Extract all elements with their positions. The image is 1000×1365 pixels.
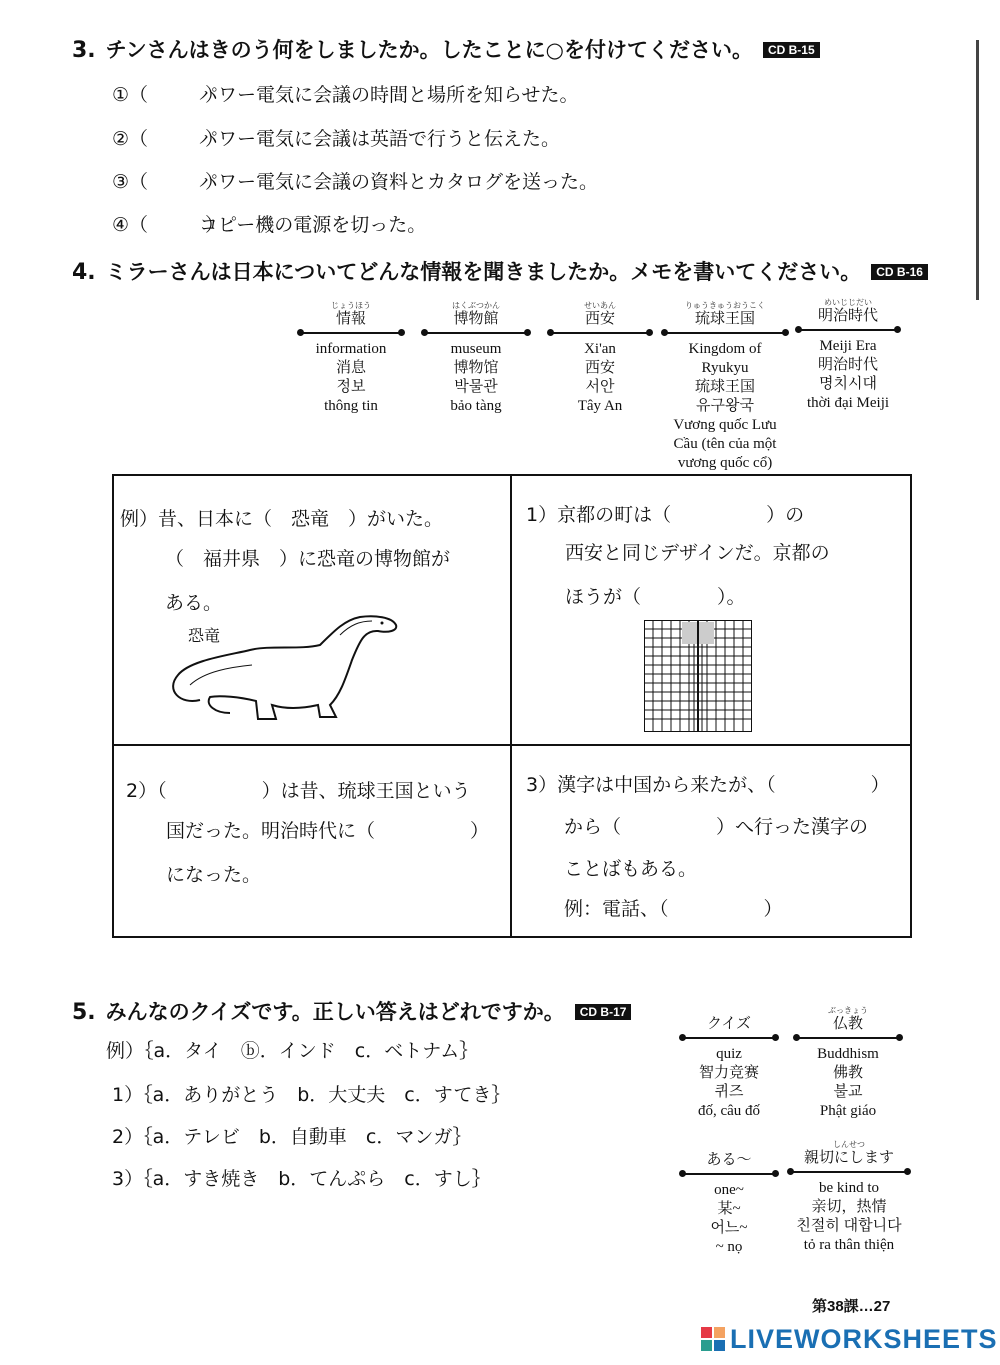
q5-item-choices[interactable]: ｛a．タイ ⓑ．インド c．ベトナム｝ bbox=[144, 1040, 479, 1062]
vocab-line: 琉球王国 bbox=[694, 379, 755, 395]
q5-cd-badge: CD B-17 bbox=[575, 1004, 632, 1020]
vocab-ruby: めいじじだい bbox=[824, 298, 872, 307]
q3-item-4 bbox=[112, 210, 426, 237]
vocab-line: 친절히 대합니다 bbox=[796, 1218, 902, 1234]
q5-number: 5. bbox=[72, 1000, 96, 1025]
vocab-divider bbox=[664, 332, 786, 334]
cell2-line2: 国だった。明治時代に（ ） bbox=[166, 820, 490, 842]
q5-item-choices[interactable]: ｛a．ありがとう b．大丈夫 c．すてき｝ bbox=[143, 1084, 511, 1106]
vocab-line: 정보 bbox=[336, 379, 366, 395]
vocab-line: đố, câu đố bbox=[697, 1103, 761, 1119]
vocab-head: 博物館 bbox=[453, 311, 499, 327]
q5-item-3 bbox=[112, 1164, 491, 1191]
vocab-line: Vương quốc Lưu bbox=[673, 417, 777, 433]
vocab-line: Cầu (tên của một bbox=[673, 436, 777, 452]
vocab-line: museum bbox=[450, 341, 502, 357]
vocab-head: ある～ bbox=[706, 1152, 752, 1168]
vocab-line: 어느~ bbox=[710, 1220, 748, 1236]
q3-item-text: パワー電気に会議の資料とカタログを送った。 bbox=[199, 171, 599, 193]
vocab-joho bbox=[300, 301, 402, 416]
q3-item-mark: ① bbox=[112, 84, 130, 106]
vocab-line: 서안 bbox=[585, 379, 615, 395]
q3-item-mark: ③ bbox=[112, 171, 130, 193]
vocab-line: bảo tàng bbox=[450, 398, 502, 414]
q4-title-text: ミラーさんは日本についてどんな情報を聞きましたか。メモを書いてください。 bbox=[105, 260, 862, 284]
q5-item-label: 2） bbox=[112, 1126, 144, 1148]
vocab-line: 亲切，热情 bbox=[811, 1199, 887, 1215]
vocab-shinsetsu bbox=[790, 1140, 908, 1255]
vocab-line: vương quốc cổ) bbox=[677, 455, 773, 471]
q3-item-text: パワー電気に会議は英語で行うと伝えた。 bbox=[199, 128, 561, 150]
vocab-line: one~ bbox=[714, 1182, 744, 1198]
q3-answer-blank[interactable]: （ ） bbox=[129, 214, 225, 236]
ex-text: 昔、日本に（ 恐竜 ）がいた。 bbox=[158, 508, 444, 530]
q3-answer-blank[interactable]: （ ） bbox=[129, 84, 225, 106]
q5-item-1 bbox=[112, 1080, 510, 1107]
liveworksheets-wordmark: LIVEWORKSHEETS bbox=[730, 1324, 998, 1354]
dinosaur-illustration bbox=[160, 605, 410, 725]
vocab-ryukyu bbox=[664, 301, 786, 473]
vocab-ruby: ぶっきょう bbox=[828, 1006, 868, 1015]
vocab-divider bbox=[550, 332, 650, 334]
grid-vertical-divider bbox=[510, 474, 512, 936]
cell3-line3: ことばもある。 bbox=[564, 858, 698, 880]
vocab-line: Meiji Era bbox=[819, 338, 877, 354]
vocab-line: 西安 bbox=[584, 360, 615, 376]
vocab-head: クイズ bbox=[706, 1016, 752, 1032]
vocab-ruby: りゅうきゅうおうこく bbox=[685, 301, 765, 310]
q5-item-choices[interactable]: ｛a．テレビ b．自動車 c．マンガ｝ bbox=[143, 1126, 472, 1148]
vocab-line: 佛教 bbox=[832, 1065, 863, 1081]
ex-line3: ある。 bbox=[165, 592, 223, 614]
q5-item-choices[interactable]: ｛a．すき焼き b．てんぷら c．すし｝ bbox=[143, 1168, 491, 1190]
liveworksheets-logo bbox=[700, 1324, 998, 1355]
vocab-line: be kind to bbox=[819, 1180, 879, 1196]
vocab-line: thời đại Meiji bbox=[806, 395, 890, 411]
vocab-divider bbox=[790, 1171, 908, 1173]
q3-answer-blank[interactable]: （ ） bbox=[129, 128, 225, 150]
vocab-line: tỏ ra thân thiện bbox=[803, 1237, 895, 1253]
vocab-head: 琉球王国 bbox=[694, 311, 755, 327]
vocab-line: 유구왕국 bbox=[696, 398, 754, 414]
cell1-line1: 1）京都の町は（ ）の bbox=[526, 504, 805, 526]
vocab-ruby bbox=[682, 1006, 776, 1015]
q3-cd-badge: CD B-15 bbox=[763, 42, 820, 58]
cell1-line3: ほうが（ ）。 bbox=[565, 586, 746, 608]
kyoto-grid-map bbox=[644, 620, 752, 732]
dinosaur-caption: 恐竜 bbox=[188, 626, 221, 645]
vocab-line: Buddhism bbox=[817, 1046, 879, 1062]
q3-item-1 bbox=[112, 80, 578, 107]
q3-item-mark: ④ bbox=[112, 214, 130, 236]
cell2-line1: 2）（ ）は昔、琉球王国という bbox=[126, 780, 471, 802]
page-number: 第38課…27 bbox=[812, 1298, 891, 1315]
vocab-line: quiz bbox=[716, 1046, 742, 1062]
vocab-head: 西安 bbox=[584, 311, 615, 327]
page-edge-mark bbox=[976, 40, 979, 300]
vocab-divider bbox=[424, 332, 528, 334]
vocab-divider bbox=[796, 1037, 900, 1039]
vocab-line: 박물관 bbox=[454, 379, 498, 395]
grid-horizontal-divider bbox=[112, 744, 910, 746]
vocab-seian bbox=[550, 301, 650, 416]
vocab-line: 명치시대 bbox=[819, 376, 877, 392]
vocab-line: Kingdom of Ryukyu bbox=[688, 341, 762, 376]
q3-item-text: コピー機の電源を切った。 bbox=[199, 214, 427, 236]
q3-item-mark: ② bbox=[112, 128, 130, 150]
vocab-head: 情報 bbox=[335, 311, 366, 327]
cell3-line4: 例：電話、（ ） bbox=[564, 898, 783, 920]
q3-item-2 bbox=[112, 124, 560, 151]
cell1-line2: 西安と同じデザインだ。京都の bbox=[565, 542, 830, 564]
q5-item-label: 3） bbox=[112, 1168, 144, 1190]
vocab-line: ~ nọ bbox=[715, 1239, 743, 1255]
vocab-line: 某~ bbox=[717, 1201, 741, 1217]
vocab-line: Xi'an bbox=[584, 341, 616, 357]
vocab-line: 明治时代 bbox=[817, 357, 878, 373]
vocab-line: Tây An bbox=[577, 398, 623, 414]
vocab-quiz bbox=[682, 1006, 776, 1121]
vocab-divider bbox=[682, 1037, 776, 1039]
vocab-head: 親切にします bbox=[803, 1150, 894, 1166]
cell2-line3: になった。 bbox=[166, 864, 262, 886]
vocab-line: 智力竞赛 bbox=[698, 1065, 759, 1081]
q5-item-label: 例） bbox=[106, 1040, 145, 1062]
q3-number: 3. bbox=[72, 38, 96, 63]
vocab-line: 퀴즈 bbox=[714, 1084, 744, 1100]
vocab-aru bbox=[682, 1142, 776, 1257]
vocab-divider bbox=[300, 332, 402, 334]
vocab-head: 仏教 bbox=[832, 1016, 863, 1032]
q3-item-text: パワー電気に会議の時間と場所を知らせた。 bbox=[199, 84, 579, 106]
vocab-ruby: はくぶつかん bbox=[452, 301, 500, 310]
liveworksheets-icon bbox=[700, 1326, 726, 1352]
ex-line1 bbox=[120, 504, 443, 531]
vocab-divider bbox=[682, 1173, 776, 1175]
vocab-line: 消息 bbox=[335, 360, 366, 376]
q5-title-text: みんなのクイズです。正しい答えはどれですか。 bbox=[105, 1000, 565, 1024]
cell3-line1: 3）漢字は中国から来たが、（ ） bbox=[526, 774, 890, 796]
q5-item-2 bbox=[112, 1122, 472, 1149]
vocab-line: information bbox=[315, 341, 387, 357]
q5-item-label: 1） bbox=[112, 1084, 144, 1106]
q4-title bbox=[72, 256, 928, 286]
q3-title-text: チンさんはきのう何をしましたか。したことに○を付けてください。 bbox=[105, 38, 753, 62]
vocab-ruby: せいあん bbox=[584, 301, 616, 310]
q5-title bbox=[72, 996, 631, 1026]
vocab-ruby bbox=[682, 1142, 776, 1151]
q3-title bbox=[72, 34, 820, 64]
vocab-ruby: じょうほう bbox=[331, 301, 371, 310]
vocab-head: 明治時代 bbox=[817, 308, 878, 324]
vocab-divider bbox=[798, 329, 898, 331]
vocab-ruby: しんせつ bbox=[833, 1140, 865, 1149]
ex-label: 例） bbox=[120, 508, 159, 530]
vocab-line: 불교 bbox=[833, 1084, 863, 1100]
q4-number: 4. bbox=[72, 260, 96, 285]
cell3-line2: から（ ）へ行った漢字の bbox=[564, 816, 869, 838]
vocab-line: 博物馆 bbox=[453, 360, 499, 376]
vocab-line: thông tin bbox=[324, 398, 378, 414]
ex-line2: （ 福井県 ）に恐竜の博物館が bbox=[165, 548, 451, 570]
q5-example bbox=[106, 1036, 478, 1063]
vocab-line: Phật giáo bbox=[819, 1103, 877, 1119]
vocab-meiji bbox=[798, 298, 898, 413]
vocab-hakubutsukan bbox=[424, 301, 528, 416]
q3-answer-blank[interactable]: （ ） bbox=[129, 171, 225, 193]
q3-item-3 bbox=[112, 167, 598, 194]
vocab-bukkyo bbox=[796, 1006, 900, 1121]
q4-cd-badge: CD B-16 bbox=[871, 264, 928, 280]
